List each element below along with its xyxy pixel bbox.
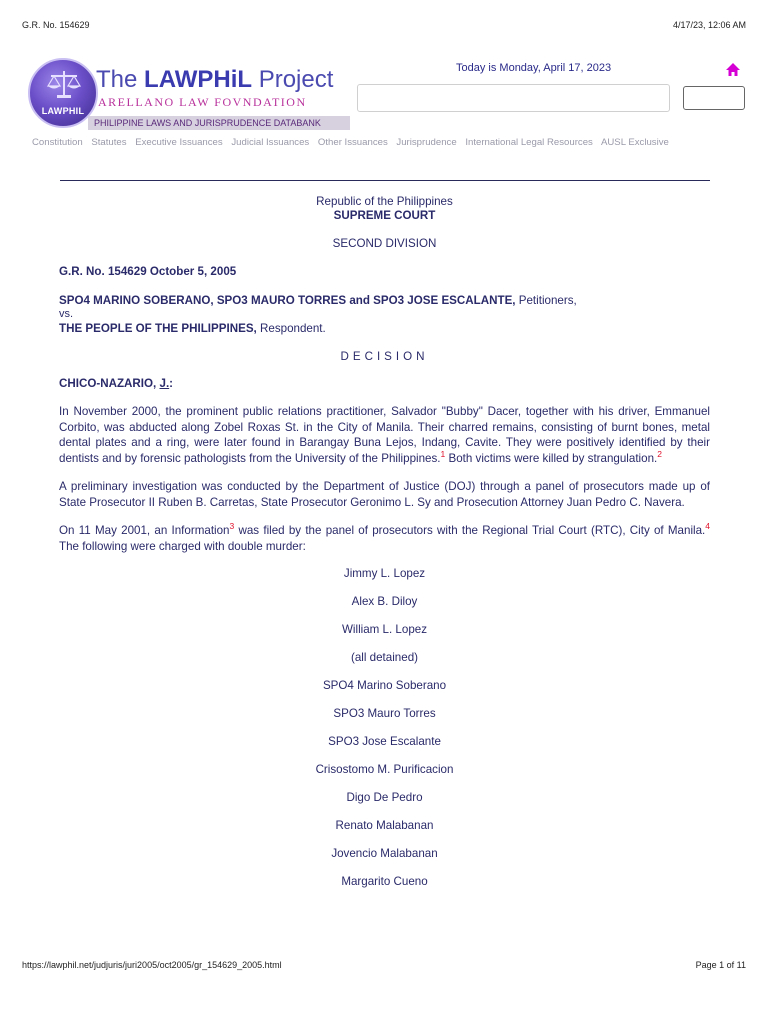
list-item: Margarito Cueno [341,875,428,888]
ponente: CHICO-NAZARIO, J.: [59,377,174,390]
list-item: William L. Lopez [341,623,428,636]
list-item: Alex B. Diloy [351,595,418,608]
nav-ausl-exclusive[interactable]: AUSL Exclusive [600,137,669,148]
footnote-4-link[interactable]: 4 [705,521,710,532]
footnote-2-link[interactable]: 2 [657,448,662,459]
respondent-line: THE PEOPLE OF THE PHILIPPINES, Respondent. [59,322,326,335]
division-heading: SECOND DIVISION [332,237,437,250]
print-header [22,20,746,32]
footnote-3-link[interactable]: 3 [229,521,235,532]
list-item: SPO3 Jose Escalante [328,735,441,748]
site-title: The LAWPHiL Project [96,66,334,93]
nav-international-legal-resources[interactable]: International Legal Resources [465,137,593,148]
search-input[interactable] [357,84,670,112]
list-item: Jimmy L. Lopez [343,567,426,580]
site-subtitle: ARELLANO LAW FOVNDATION [98,95,307,109]
republic-heading: Republic of the Philippines [316,195,453,208]
logo-label: LAWPHIL [41,106,85,116]
nav-jurisprudence[interactable]: Jurisprudence [396,137,457,148]
header-divider [60,180,710,181]
today-date: Today is Monday, April 17, 2023 [456,62,612,74]
paragraph-1: In November 2000, the prominent public relations practitioner, Salvador "Bubby" Dacer, together with his driver, Emmanuel Corbito, was abducted along Zobel Roxas St. in the City of Manila. Their charred remains, consisting of burnt bones, metal dental plates and a ring, were later found in Barangay Buna Lejos, Indang, Cavite. They were positively identified by their dentists and by forensic pathologists from the University of the Philippines.$^1$ Both victims were killed by strangulation.$^2$ [59,405,710,465]
court-heading: SUPREME COURT [333,209,436,222]
print-header-timestamp: 4/17/23, 12:06 AM [672,20,746,30]
list-item: SPO3 Mauro Torres [333,707,436,720]
decision-document [59,195,710,902]
decision-heading: DECISION [340,350,429,363]
main-nav [32,137,738,148]
list-item: Digo De Pedro [346,791,423,804]
nav-statutes[interactable]: Statutes [91,137,127,148]
print-footer-url: https://lawphil.net/judjuris/juri2005/oct2005/gr_154629_2005.html [22,960,282,970]
list-item: SPO4 Marino Soberano [322,679,447,692]
accused-list [59,566,710,889]
case-number: G.R. No. 154629 October 5, 2005 [59,265,237,278]
petitioners-line: SPO4 MARINO SOBERANO, SPO3 MAURO TORRES and SPO3 JOSE ESCALANTE, Petitioners, [59,294,577,307]
list-item: Crisostomo M. Purificacion [315,763,454,776]
paragraph-2: A preliminary investigation was conducted by the Department of Justice (DOJ) through a panel of prosecutors made up of State Prosecutor II Ruben B. Carretas, State Prosecutor Geronimo L. Sy and Prosecution Attorney Juan Pedro C. Navera. [59,480,710,509]
print-footer [22,960,746,972]
versus: vs. [59,308,74,320]
list-item: Renato Malabanan [335,819,434,832]
paragraph-3: On 11 May 2001, an Information$^3$ was filed by the panel of prosecutors with the Regional Trial Court (RTC), City of Manila.$^4$ The following were charged with double murder: [59,521,710,553]
footnote-1-link[interactable]: 1 [440,448,446,459]
case-parties [59,293,710,336]
search-button[interactable] [683,86,745,110]
databank-strip: PHILIPPINE LAWS AND JURISPRUDENCE DATABANK [88,116,350,130]
nav-judicial-issuances[interactable]: Judicial Issuances [231,137,310,148]
print-footer-page: Page 1 of 11 [695,960,746,970]
ponente-justice-link[interactable]: J. [159,377,170,390]
scales-of-justice-icon [46,68,82,100]
nav-other-issuances[interactable]: Other Issuances [317,137,388,148]
print-header-title: G.R. No. 154629 [22,20,90,30]
nav-constitution[interactable]: Constitution [32,137,83,148]
list-item: (all detained) [350,651,419,664]
nav-executive-issuances[interactable]: Executive Issuances [135,137,223,148]
lawphil-banner[interactable] [22,56,350,130]
home-icon[interactable] [725,62,741,78]
list-item: Jovencio Malabanan [331,847,438,860]
